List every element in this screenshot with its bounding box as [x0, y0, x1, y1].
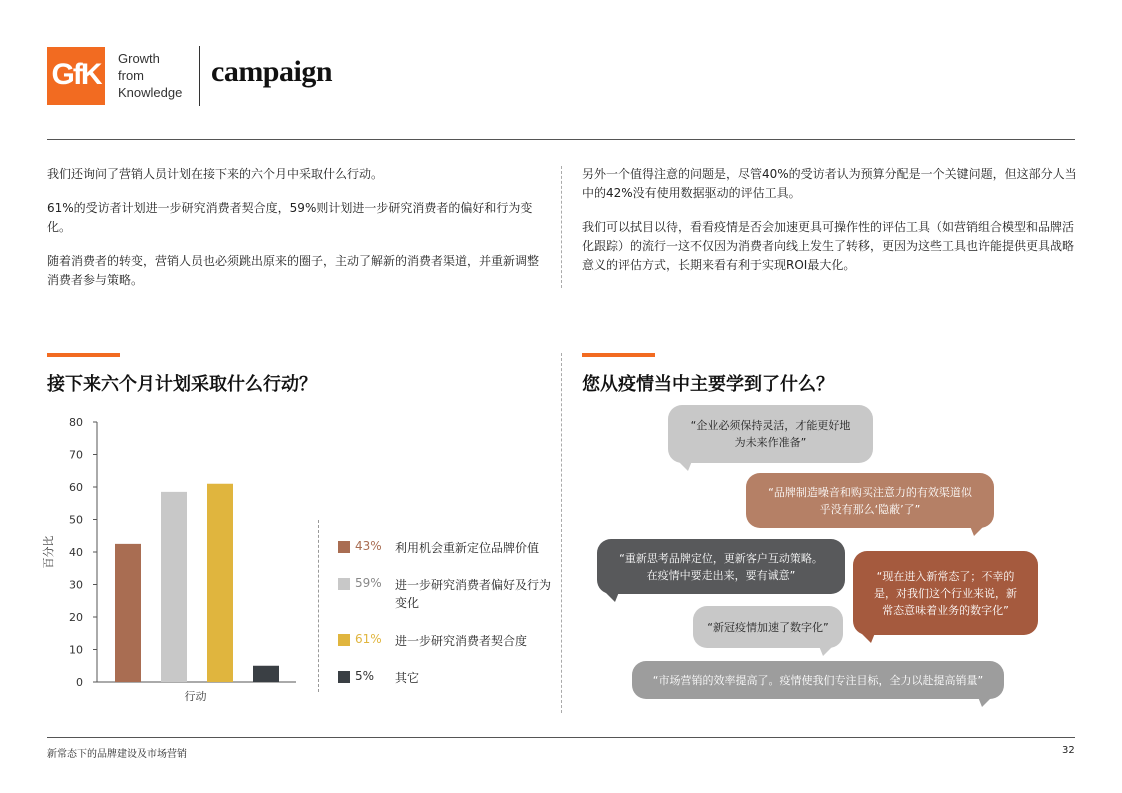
bubble-tail: [605, 592, 619, 602]
legend-label: 其它: [395, 671, 420, 685]
intro-paragraph: 另外一个值得注意的问题是，尽管40%的受访者认为预算分配是一个关键问题，但这部分人当中的42%没有使用数据驱动的评估工具。: [582, 167, 1077, 200]
bar: [207, 484, 233, 682]
header-divider: [199, 46, 200, 106]
intro-paragraph: 我们可以拭目以待，看看疫情是否会加速更具可操作性的评估工具（如营销组合模型和品牌活化跟踪）的流行一这不仅因为消费者向线上发生了转移，更因为这些工具也许能提供更具战略意义的评估方式，长期来看有利于实现ROI最大化。: [582, 220, 1075, 272]
quote-bubble: [668, 405, 873, 463]
bar: [253, 666, 279, 682]
legend-swatch: [338, 634, 350, 646]
gfk-tagline: [118, 50, 182, 101]
y-tick-label: 20: [69, 611, 83, 624]
y-axis-title: 百分比: [42, 535, 55, 569]
intro-paragraph: 随着消费者的转变，营销人员也必须跳出原来的圈子，主动了解新的消费者渠道，并重新调整消费者参与策略。: [47, 254, 540, 287]
bubble-tail: [861, 633, 875, 643]
legend-swatch: [338, 541, 350, 553]
quote-text: “重新思考品牌定位，更新客户互动策略。在疫情中要走出来，要有诚意”: [619, 551, 823, 582]
tagline-line: Knowledge: [118, 85, 183, 100]
y-tick-label: 40: [69, 546, 83, 559]
quote-text: “企业必须保持灵活，才能更好地为未来作准备”: [690, 419, 851, 449]
legend-percent: 43%: [355, 539, 382, 553]
bottom-rule: [47, 737, 1075, 738]
legend-label: 进一步研究消费者偏好及行为变化: [395, 578, 552, 610]
footer-title: 新常态下的品牌建设及市场营销: [47, 749, 187, 760]
y-tick-label: 0: [76, 676, 83, 689]
legend-percent: 59%: [355, 576, 382, 590]
y-tick-label: 60: [69, 481, 83, 494]
x-category-label: 行动: [184, 690, 207, 703]
y-tick-label: 30: [69, 578, 83, 592]
legend-label: 进一步研究消费者契合度: [395, 634, 528, 648]
bubble-tail: [678, 461, 692, 471]
bubble-tail: [819, 646, 833, 656]
legend-item: [338, 539, 560, 557]
legend-item: [338, 669, 560, 687]
chart-section-title: 接下来六个月计划采取什么行动？: [47, 374, 317, 395]
quote-bubble: [853, 551, 1038, 635]
legend-bracket: [318, 520, 323, 692]
y-tick-label: 80: [69, 416, 83, 429]
y-tick-label: 70: [69, 448, 83, 462]
bar: [161, 492, 187, 682]
intro-right-column: [582, 165, 1082, 290]
quote-bubble: [597, 539, 845, 594]
gfk-logo-text: GfK: [51, 58, 101, 91]
tagline-line: Growth: [118, 51, 160, 66]
quote-bubble: [632, 661, 1004, 699]
column-divider: [561, 166, 562, 288]
bubble-tail: [970, 526, 984, 536]
quote-text: “市场营销的效率提高了。疫情使我们专注目标，全力以赴提高销量”: [652, 673, 984, 687]
y-tick-label: 50: [69, 513, 83, 527]
campaign-logo: campaign: [211, 55, 333, 88]
legend-percent: 5%: [355, 669, 375, 683]
legend-label: 利用机会重新定位品牌价值: [395, 541, 540, 555]
quotes-section-title: 您从疫情当中主要学到了什么？: [582, 374, 834, 395]
legend-percent: 61%: [355, 632, 382, 646]
legend-item: [338, 632, 560, 650]
legend-swatch: [338, 671, 350, 683]
quote-bubble: [746, 473, 994, 528]
intro-left-column: [47, 165, 547, 305]
intro-paragraph: 我们还询问了营销人员计划在接下来的六个月中采取什么行动。: [47, 167, 384, 181]
section-accent-bar: [582, 353, 655, 357]
quote-text: “新冠疫情加速了数字化”: [707, 620, 829, 634]
y-tick-label: 10: [69, 643, 83, 657]
column-divider: [561, 353, 562, 713]
top-rule: [47, 139, 1075, 140]
bar-chart: [30, 410, 310, 710]
bubble-tail: [978, 697, 992, 707]
intro-paragraph: 61%的受访者计划进一步研究消费者契合度，59%则计划进一步研究消费者的偏好和行为变化。: [47, 201, 533, 234]
quote-text: “品牌制造噪音和购买注意力的有效渠道似乎没有那么‘隐蔽’了”: [768, 485, 972, 516]
quote-text: “现在进入新常态了；不幸的是，对我们这个行业来说，新常态意味着业务的数字化”: [874, 569, 1017, 617]
page-number: 32: [1062, 745, 1075, 756]
quote-bubble: [693, 606, 843, 648]
legend-item: [338, 576, 560, 612]
tagline-line: from: [118, 68, 144, 83]
legend-swatch: [338, 578, 350, 590]
bar: [115, 544, 141, 682]
section-accent-bar: [47, 353, 120, 357]
